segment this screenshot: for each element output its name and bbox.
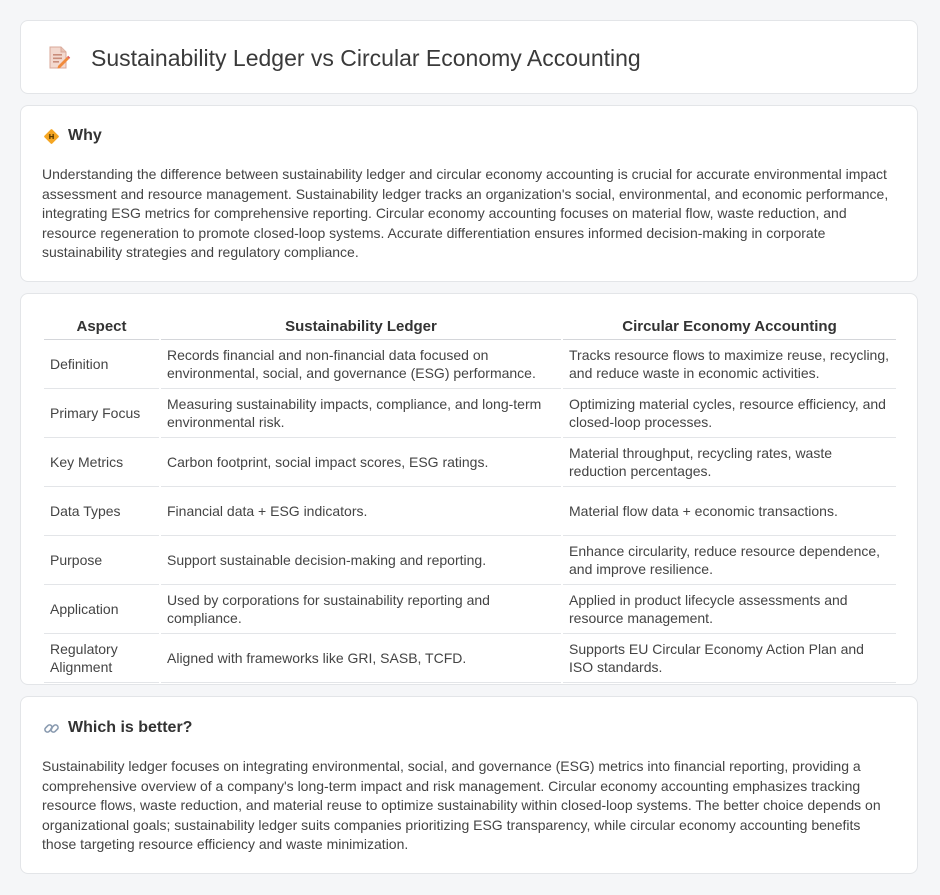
row-circular: Enhance circularity, reduce resource dependence, and improve resilience.	[563, 536, 896, 585]
row-ledger: Support sustainable decision-making and reporting.	[161, 536, 561, 585]
page-title: Sustainability Ledger vs Circular Economy Accounting	[91, 45, 641, 71]
row-ledger: Financial data + ESG indicators.	[161, 487, 561, 536]
table-row	[44, 438, 896, 487]
row-circular: Supports EU Circular Economy Action Plan and ISO standards.	[563, 634, 896, 683]
row-circular: Material flow data + economic transactions.	[563, 487, 896, 536]
table-row	[44, 487, 896, 536]
header-circular-economy: Circular Economy Accounting	[563, 314, 896, 340]
row-circular: Material throughput, recycling rates, waste reduction percentages.	[563, 438, 896, 487]
document-pencil-icon	[45, 45, 71, 71]
why-heading	[43, 127, 102, 145]
why-paragraph: Understanding the difference between sustainability ledger and circular economy accounting is crucial for accurate environmental impact assessment and resource management. Sustainability ledger tracks an organization's social, environmental, and economic performance, integrating ESG metrics for comprehensive reporting. Circular economy accounting focuses on material flow, waste reduction, and resource regeneration to promote closed-loop systems. Accurate differentiation ensures informed decision-making in corporate sustainability strategies and regulatory compliance.	[42, 166, 889, 261]
which-card	[20, 696, 918, 874]
diamond-sign-icon	[43, 128, 60, 145]
which-paragraph: Sustainability ledger focuses on integrating environmental, social, and governance (ESG) metrics into financial reporting, providing a comprehensive overview of a company's long-term impact and risk management. Circular economy accounting emphasizes tracking resource flows, waste reduction, and material reuse to optimize sustainability within closed-loop systems. The better choice depends on organizational goals; sustainability ledger suits companies prioritizing ESG transparency, while circular economy accounting benefits those targeting resource efficiency and waste minimization.	[42, 758, 881, 853]
row-aspect: Regulatory Alignment	[44, 634, 159, 683]
table-row	[44, 634, 896, 683]
table-row	[44, 585, 896, 634]
row-ledger: Aligned with frameworks like GRI, SASB, TCFD.	[161, 634, 561, 683]
header-card	[20, 20, 918, 94]
why-title: Why	[68, 127, 102, 144]
table-header-row	[44, 314, 896, 340]
comparison-card	[20, 293, 918, 685]
why-card	[20, 105, 918, 282]
row-aspect: Key Metrics	[44, 438, 159, 487]
row-circular: Applied in product lifecycle assessments and resource management.	[563, 585, 896, 634]
header-aspect: Aspect	[44, 314, 159, 340]
which-heading	[43, 719, 192, 737]
row-aspect: Primary Focus	[44, 389, 159, 438]
header-sustainability-ledger: Sustainability Ledger	[161, 314, 561, 340]
row-ledger: Carbon footprint, social impact scores, ESG ratings.	[161, 438, 561, 487]
row-aspect: Application	[44, 585, 159, 634]
table-row	[44, 340, 896, 389]
title-row	[45, 43, 641, 73]
which-title: Which is better?	[68, 719, 193, 736]
row-ledger: Measuring sustainability impacts, compliance, and long-term environmental risk.	[161, 389, 561, 438]
row-ledger: Used by corporations for sustainability reporting and compliance.	[161, 585, 561, 634]
row-ledger: Records financial and non-financial data focused on environmental, social, and governance (ESG) performance.	[161, 340, 561, 389]
row-aspect: Data Types	[44, 487, 159, 536]
comparison-table	[42, 314, 898, 683]
table-row	[44, 389, 896, 438]
row-aspect: Definition	[44, 340, 159, 389]
row-circular: Tracks resource flows to maximize reuse, recycling, and reduce waste in economic activities.	[563, 340, 896, 389]
link-icon	[43, 720, 60, 737]
table-row	[44, 536, 896, 585]
row-aspect: Purpose	[44, 536, 159, 585]
row-circular: Optimizing material cycles, resource efficiency, and closed-loop processes.	[563, 389, 896, 438]
